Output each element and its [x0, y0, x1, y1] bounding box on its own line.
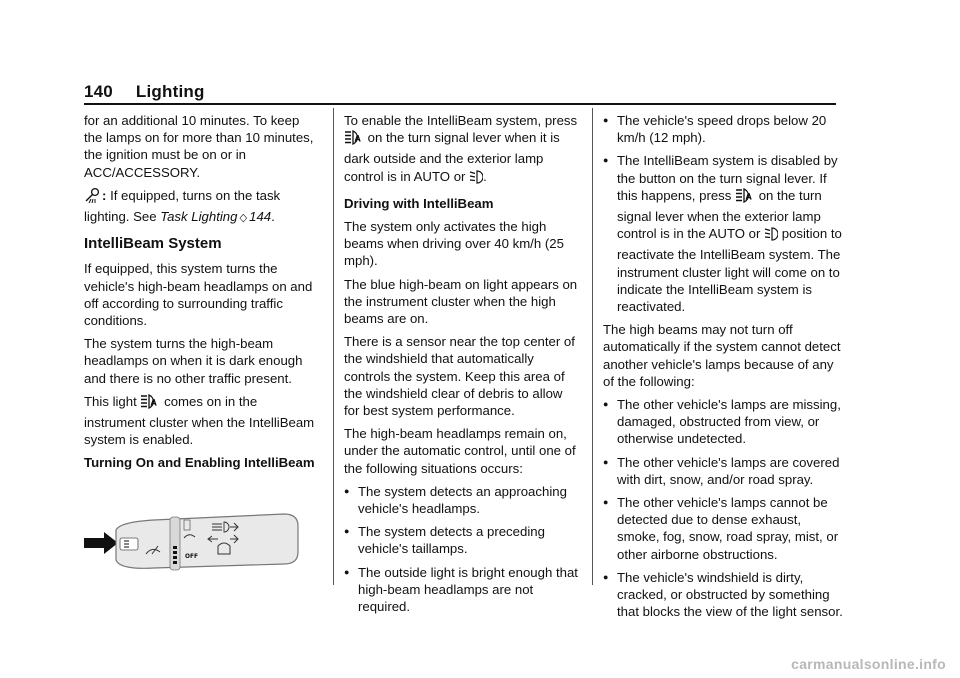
- low-beam-icon: [469, 169, 483, 189]
- column-divider: [333, 108, 334, 585]
- paragraph: There is a sensor near the top center of the windshield that automatically controls the system. Keep this area of the windshield clear of debris to allow for best system performance.: [344, 334, 575, 419]
- intellibeam-icon: [140, 393, 160, 414]
- column-3: [603, 112, 843, 626]
- svg-text:A: A: [354, 134, 361, 145]
- text: comes on in the instrument cluster when the IntelliBeam system is enabled.: [84, 393, 315, 448]
- task-lamp-icon: [84, 187, 102, 208]
- paragraph: for an additional 10 minutes. To keep the lamps on for more than 10 minutes, the ignition must be on or in ACC/ACCESSORY.: [84, 113, 314, 180]
- bullet-list: [603, 396, 843, 620]
- subheading: Turning On and Enabling IntelliBeam: [84, 455, 315, 471]
- text: on the turn signal lever when it is dark outside and the exterior lamp control is in AUTO or: [344, 130, 560, 184]
- svg-text:A: A: [150, 398, 158, 409]
- paragraph: The high beams may not turn off automatically if the system cannot detect another vehicle's lamps because of any of the following:: [603, 322, 841, 389]
- column-1: [84, 112, 320, 594]
- paragraph: If equipped, this system turns the vehicle's high-beam headlamps on and off according to surrounding traffic conditions.: [84, 261, 313, 329]
- page-ref-icon: ◇: [239, 212, 248, 225]
- text: on the turn signal lever when the exterior lamp control is in the AUTO or: [617, 187, 822, 242]
- paragraph: The system turns the high-beam headlamps on when it is dark enough and there is no other traffic present.: [84, 336, 303, 386]
- text: This light: [84, 393, 141, 409]
- paragraph: The system only activates the high beams when driving over 40 km/h (25 mph).: [344, 219, 564, 269]
- list-item: [603, 152, 843, 315]
- list-item: ● The system detects an approaching vehicle's headlamps.: [344, 483, 580, 517]
- task-colon: :: [102, 187, 107, 203]
- paragraph: [84, 393, 320, 449]
- section-heading: IntelliBeam System: [84, 235, 222, 253]
- bullet-list: [603, 112, 843, 315]
- task-lighting-page[interactable]: 144: [249, 209, 272, 225]
- text: .: [483, 168, 487, 184]
- arrow-icon: [84, 532, 118, 554]
- header-rule: [84, 103, 836, 105]
- task-lighting-paragraph: [84, 187, 320, 227]
- text: position to reactivate the IntelliBeam system. The instrument cluster light will come on to indicate the IntelliBeam system is reactivated.: [617, 226, 842, 315]
- watermark: carmanualsonline.info: [791, 656, 946, 672]
- list-item: ● The vehicle's speed drops below 20 km/h (12 mph).: [603, 112, 843, 146]
- paragraph: [344, 112, 580, 189]
- list-item: ● The other vehicle's lamps are covered with dirt, snow, and/or road spray.: [603, 454, 843, 488]
- bullet-list: [344, 483, 580, 615]
- task-lighting-link[interactable]: Task Lighting: [160, 209, 238, 225]
- list-item: ● The other vehicle's lamps are missing, damaged, obstructed from view, or otherwise undetected.: [603, 396, 843, 448]
- list-item: ● The other vehicle's lamps cannot be detected due to dense exhaust, smoke, fog, snow, road spray, mist, or other airborne obstructions.: [603, 494, 843, 563]
- task-text: If equipped, turns on the task lighting. See: [84, 187, 281, 225]
- period: .: [271, 209, 275, 225]
- text: To enable the IntelliBeam system, press: [344, 113, 578, 128]
- column-2: [344, 112, 580, 621]
- column-divider: [592, 108, 593, 585]
- paragraph: The high-beam headlamps remain on, under the automatic control, until one of the following situations occurs:: [344, 426, 576, 476]
- paragraph: The blue high-beam on light appears on the instrument cluster when the high beams are on.: [344, 276, 578, 327]
- list-item: ● The vehicle's windshield is dirty, cracked, or obstructed by something that blocks the view of the light sensor.: [603, 569, 843, 621]
- intellibeam-icon: [735, 187, 755, 208]
- stalk-off-label: OFF: [185, 551, 198, 560]
- page-number: 140: [84, 82, 113, 101]
- low-beam-icon: [764, 226, 778, 246]
- turn-signal-lever-illustration: [84, 512, 320, 594]
- svg-text:A: A: [745, 192, 752, 203]
- page-header: [84, 82, 205, 102]
- section-title: Lighting: [135, 82, 205, 101]
- subheading: Driving with IntelliBeam: [344, 195, 494, 211]
- intellibeam-icon: [344, 129, 364, 150]
- text: The IntelliBeam system is disabled by the button on the turn signal lever. If this happens, press: [617, 153, 838, 203]
- list-item: ● The system detects a preceding vehicle's taillamps.: [344, 523, 580, 557]
- list-item: ● The outside light is bright enough that high-beam headlamps are not required.: [344, 564, 580, 616]
